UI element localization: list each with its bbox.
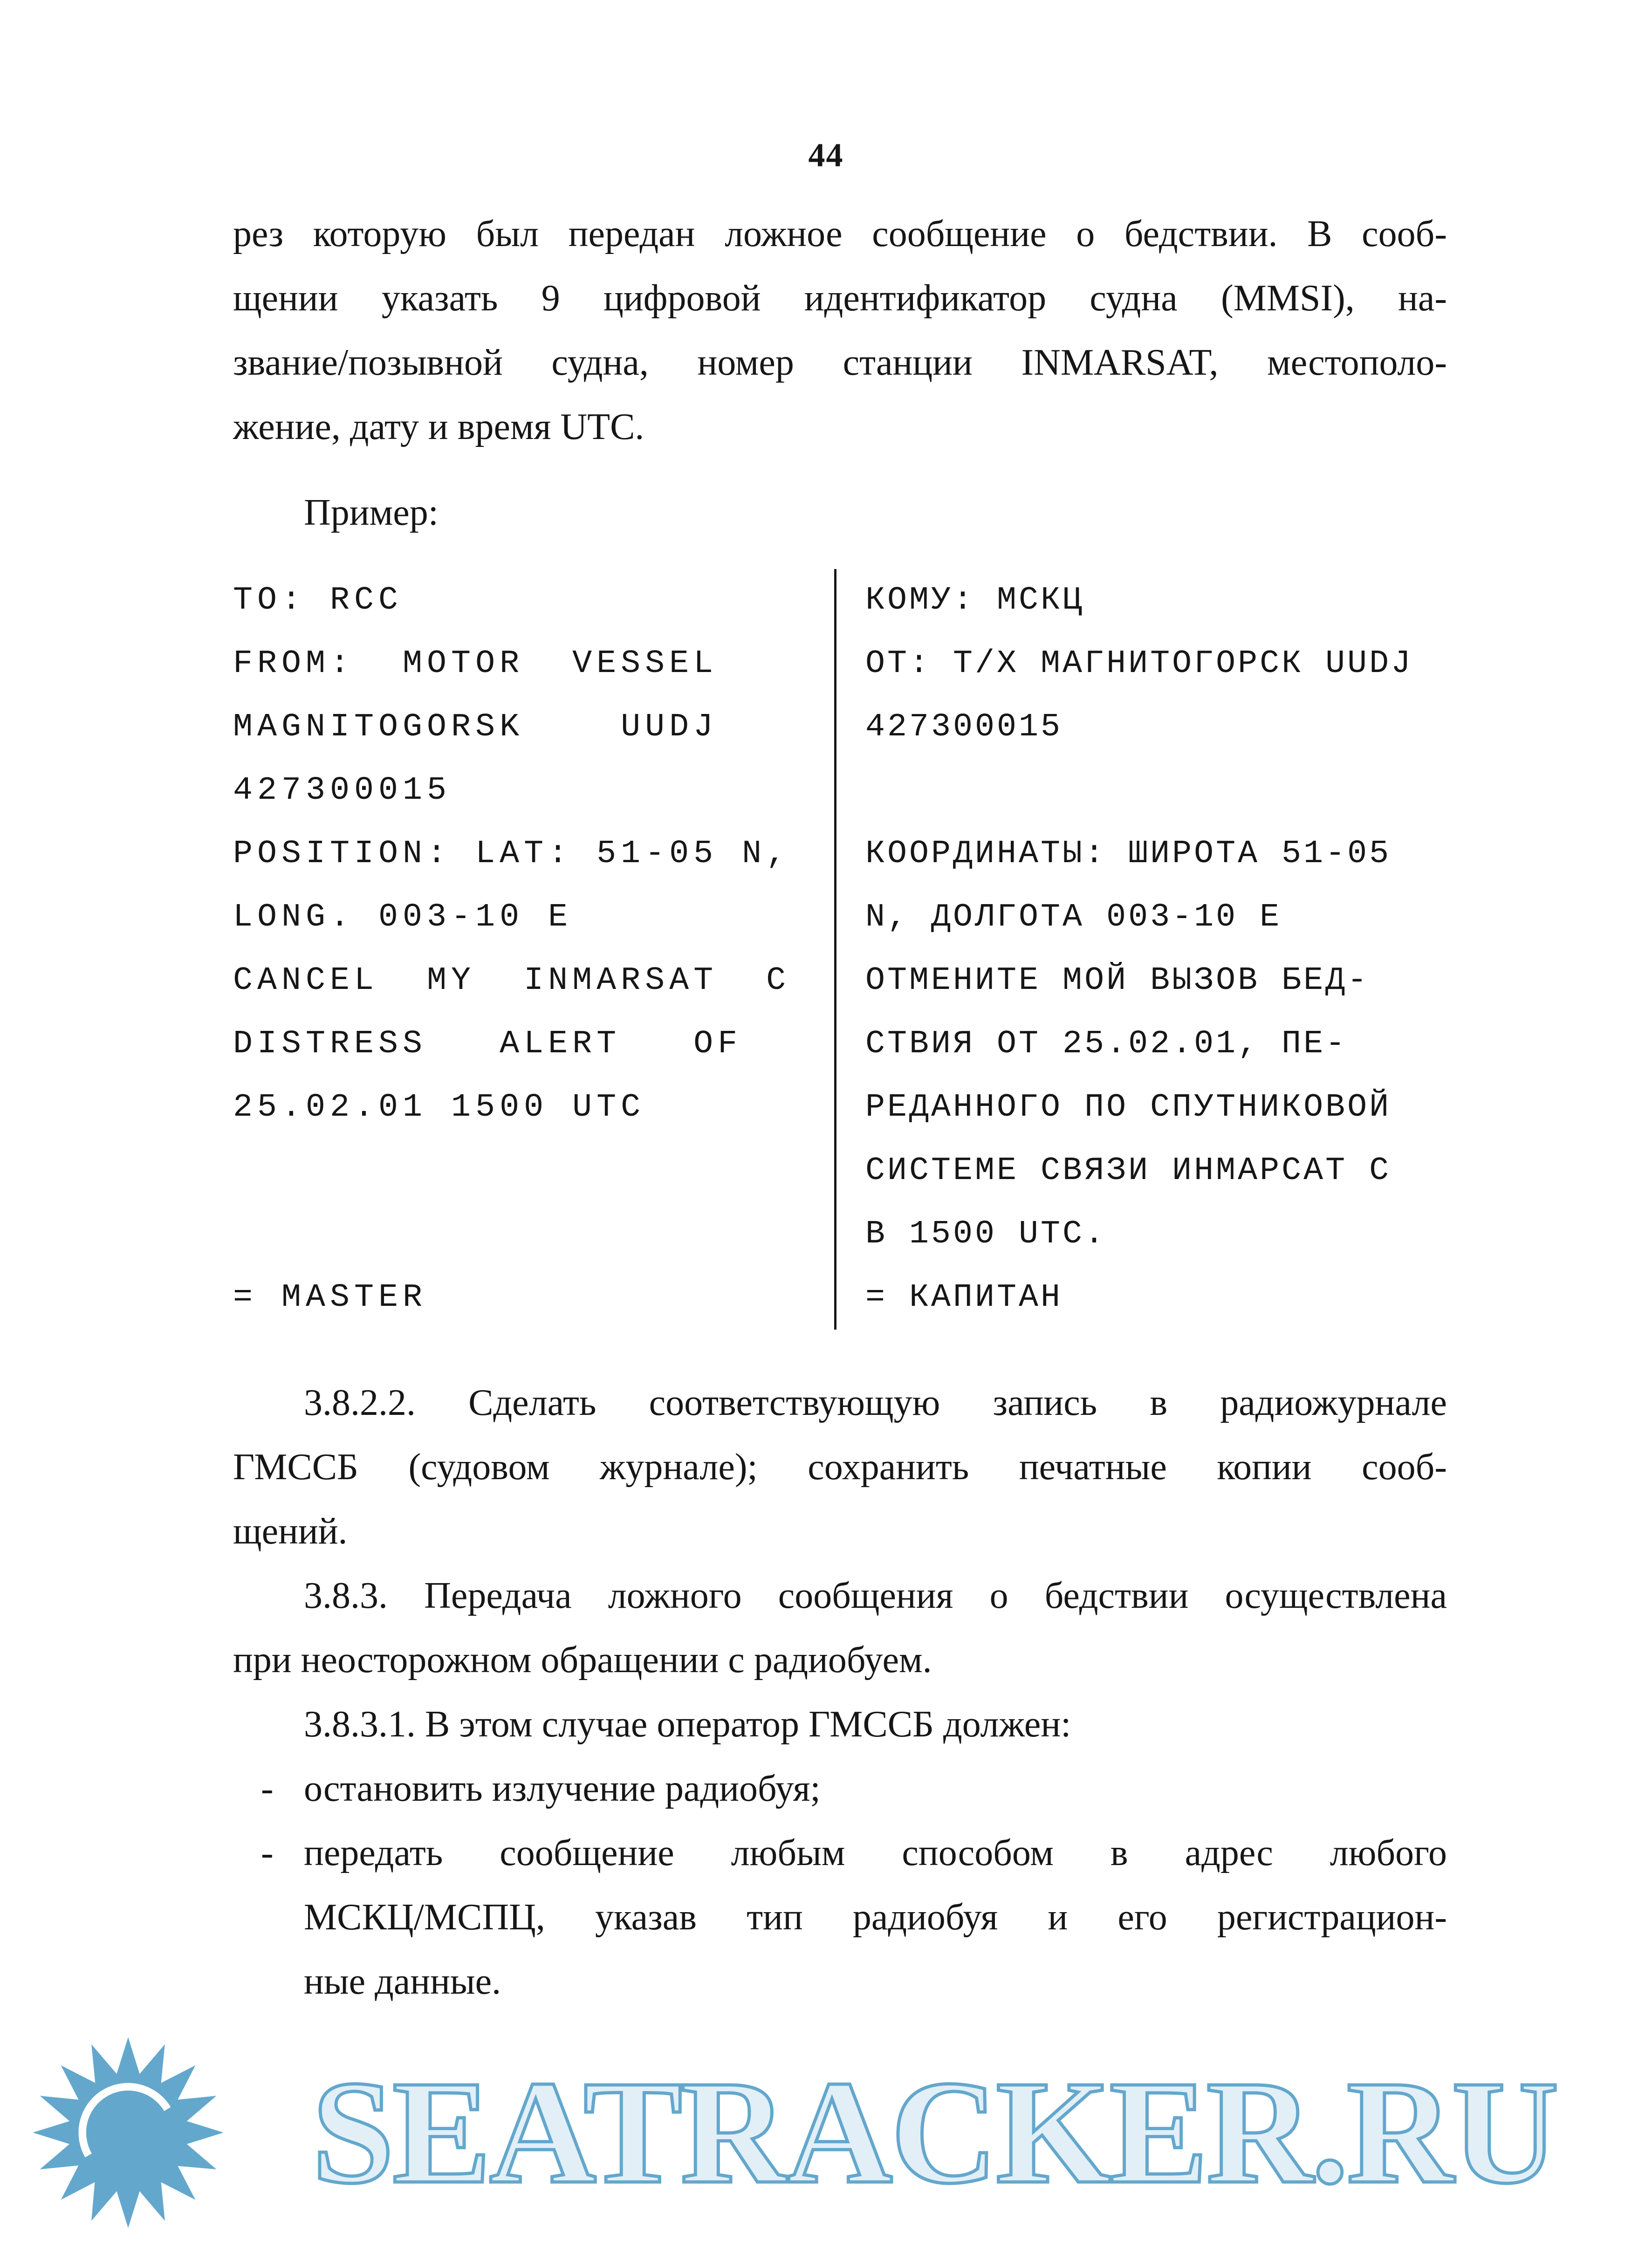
example-line: В 1500 UTC. xyxy=(865,1216,1107,1253)
example-line: 25.02.01 1500 UTC xyxy=(233,1089,645,1126)
example-line: MAGNITOGORSK UUDJ xyxy=(233,709,718,746)
example-label: Пример: xyxy=(304,492,439,533)
list-dash-marker: - xyxy=(261,1768,274,1809)
paragraph-line: ГМССБ (судовом журнале); сохранить печатные копии сооб- xyxy=(233,1447,1447,1488)
watermark-text: SEATRACKER.RU xyxy=(312,2050,1557,2215)
watermark xyxy=(26,2032,1638,2233)
list-item-text: остановить излучение радиобуя; xyxy=(304,1768,821,1809)
example-line: СИСТЕМЕ СВЯЗИ ИНМАРСАТ С xyxy=(865,1153,1392,1189)
paragraph-line: звание/позывной судна, номер станции INMARSAT, местополо- xyxy=(233,342,1447,383)
page-content xyxy=(0,175,1652,2014)
example-line: = MASTER xyxy=(233,1279,427,1316)
example-line: КОМУ: МСКЦ xyxy=(865,582,1085,619)
paragraph-line: 3.8.2.2. Сделать соответствующую запись в радиожурнале xyxy=(304,1382,1447,1423)
example-line: POSITION: LAT: 51-05 N, xyxy=(233,836,791,872)
section-3-8-3-1 xyxy=(233,1692,1447,1756)
example-line: КООРДИНАТЫ: ШИРОТА 51-05 xyxy=(865,836,1392,872)
example-line: TO: RCC xyxy=(233,582,403,619)
example-line: 427300015 xyxy=(865,709,1063,746)
example-line: ОТ: Т/Х МАГНИТОГОРСК UUDJ xyxy=(865,645,1413,682)
list-item-line: передать сообщение любым способом в адрес любого xyxy=(304,1832,1447,1873)
section-3-8-2-2 xyxy=(233,1371,1447,1564)
example-line: = КАПИТАН xyxy=(865,1279,1063,1316)
example-line: FROM: MOTOR VESSEL xyxy=(233,645,718,682)
example-line xyxy=(233,1139,834,1203)
example-line: DISTRESS ALERT OF xyxy=(233,1026,742,1063)
example-english-column xyxy=(233,569,834,1330)
paragraph-line: щении указать 9 цифровой идентификатор судна (MMSI), на- xyxy=(233,278,1447,319)
list-item-line: ные данные. xyxy=(304,1961,501,2002)
sun-icon xyxy=(26,2032,231,2233)
paragraph-line: при неосторожном обращении с радиобуем. xyxy=(233,1640,932,1681)
example-line: N, ДОЛГОТА 003-10 Е xyxy=(865,899,1282,936)
example-line: ОТМЕНИТЕ МОЙ ВЫЗОВ БЕД- xyxy=(865,962,1370,999)
section-3-8-3 xyxy=(233,1564,1447,1692)
page-number: 44 xyxy=(808,137,844,174)
paragraph-line: жение, дату и время UTC. xyxy=(233,406,644,447)
example-line xyxy=(865,759,1447,823)
list-item-line: МСКЦ/МСПЦ, указав тип радиобуя и его регистрацион- xyxy=(304,1897,1447,1938)
paragraph-line: 3.8.3. Передача ложного сообщения о бедствии осуществлена xyxy=(304,1575,1447,1616)
example-message-table xyxy=(233,569,1447,1330)
paragraph-line: 3.8.3.1. В этом случае оператор ГМССБ должен: xyxy=(304,1704,1071,1745)
example-russian-column xyxy=(834,569,1447,1330)
example-line: РЕДАННОГО ПО СПУТНИКОВОЙ xyxy=(865,1089,1392,1126)
list-item xyxy=(233,1821,1447,2014)
example-line: CANCEL MY INMARSAT C xyxy=(233,962,791,999)
example-line: 427300015 xyxy=(233,772,452,809)
list-dash-marker: - xyxy=(261,1832,274,1873)
intro-paragraph xyxy=(233,202,1447,459)
paragraph-line: щений. xyxy=(233,1511,348,1552)
paragraph-line: рез которую был передан ложное сообщение о бедствии. В сооб- xyxy=(233,213,1447,254)
example-line: СТВИЯ ОТ 25.02.01, ПЕ- xyxy=(865,1026,1348,1063)
example-line xyxy=(233,1203,834,1266)
list-item xyxy=(233,1756,1447,1821)
example-line: LONG. 003-10 E xyxy=(233,899,573,936)
